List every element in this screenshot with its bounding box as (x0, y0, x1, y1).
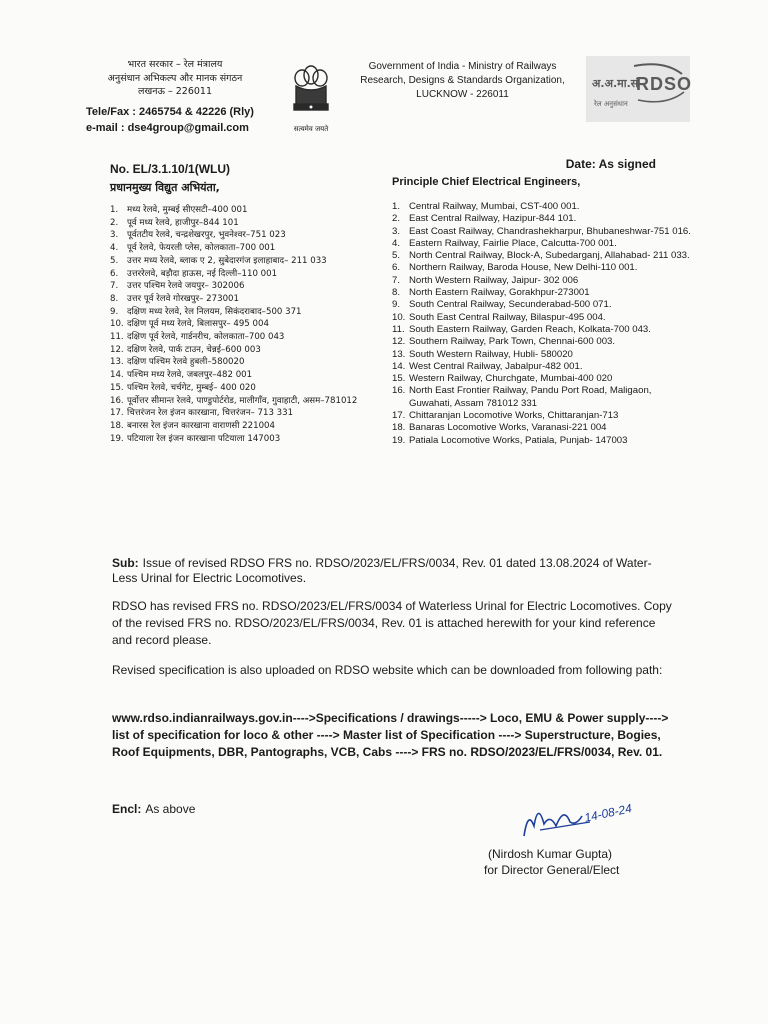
recipient-item (110, 293, 380, 306)
reference-hindi-title: प्रधानमुख्य विद्युत अभियंता, (110, 181, 220, 194)
recipient-number: 7. (110, 281, 119, 292)
recipient-address: Northern Railway, Baroda House, New Delhi-110 001. (409, 262, 638, 274)
recipient-address: North East Frontier Railway, Pandu Port Road, Maligaon, Guwahati, Assam 781012 331 (409, 385, 652, 409)
recipient-address: पूर्वतटीय रेलवे, चन्द्रशेखरपुर, भुवनेश्वर–751 023 (127, 230, 286, 241)
tel-fax: Tele/Fax : 2465754 & 42226 (Rly) (86, 106, 254, 118)
recipient-number: 14. (110, 370, 124, 381)
recipient-address: South Western Railway, Hubli- 580020 (409, 348, 573, 360)
recipient-number: 13. (110, 357, 124, 368)
recipient-number: 18. (110, 420, 124, 431)
recipient-number: 19. (110, 433, 124, 444)
recipient-number: 3. (110, 230, 119, 241)
header-english-line: Research, Designs & Standards Organization, (360, 75, 565, 86)
recipient-item (110, 217, 380, 230)
enclosure (112, 802, 195, 816)
recipient-item (392, 275, 692, 287)
enclosure-label: Encl: (112, 802, 142, 816)
recipient-item (110, 344, 380, 357)
recipient-number: 1. (110, 205, 119, 215)
body-paragraph-2: Revised specification is also uploaded on RDSO website which can be downloaded from following path: (112, 663, 663, 677)
recipient-item (392, 238, 692, 250)
signatory-designation: for Director General/Elect (484, 863, 620, 877)
recipient-item (392, 385, 692, 410)
recipient-number: 15. (392, 373, 406, 385)
recipient-item (392, 435, 692, 447)
recipient-item (392, 410, 692, 422)
recipient-item (392, 324, 692, 336)
recipient-number: 2. (110, 217, 119, 228)
recipient-item (392, 312, 692, 324)
recipient-address: उत्तर मध्य रेलवे, ब्लाक ए 2, सुबेदारगंज इलाहाबाद– 211 033 (127, 255, 327, 266)
recipient-item (110, 280, 380, 293)
recipient-number: 1. (392, 201, 401, 212)
recipient-address: Chittaranjan Locomotive Works, Chittaranjan-713 (409, 410, 619, 422)
recipient-address: पूर्वोत्तर सीमान्त रेलवे, पाण्डुपोर्टरोड, मालीगाँव, गुवाहाटी, असम–781012 (127, 395, 358, 406)
recipient-number: 4. (392, 237, 401, 249)
recipient-number: 2. (392, 213, 401, 225)
email: e-mail : dse4group@gmail.com (86, 122, 249, 134)
recipient-address: Western Railway, Churchgate, Mumbai-400 020 (409, 373, 613, 385)
recipient-address: Southern Railway, Park Town, Chennai-600 003. (409, 336, 616, 348)
subject (112, 556, 672, 586)
signatory-name: (Nirdosh Kumar Gupta) (488, 847, 613, 861)
recipient-number: 6. (392, 262, 401, 274)
recipient-item (392, 213, 692, 225)
recipient-number: 17. (110, 408, 124, 419)
recipient-address: दक्षिण पूर्व मध्य रेलवे, बिलासपुर– 495 004 (127, 319, 269, 330)
recipient-address: पूर्व मध्य रेलवे, हाजीपुर–844 101 (127, 217, 239, 228)
header-hindi-line: भारत सरकार – रेल मंत्रालय (127, 59, 223, 70)
recipient-number: 14. (392, 360, 406, 372)
recipient-item (110, 242, 380, 255)
recipient-address: दक्षिण पश्चिम रेलवे हुबली–580020 (127, 357, 245, 368)
recipient-item (392, 336, 692, 348)
recipient-item (110, 420, 380, 433)
subject-text: Issue of revised RDSO FRS no. RDSO/2023/EL/FRS/0034, Rev. 01 dated 13.08.2024 of Water-Less Urinal for Electric Locomotives. (112, 556, 652, 585)
header-hindi-line: अनुसंधान अभिकल्प और मानक संगठन (107, 72, 243, 84)
recipients-title: Principle Chief Electrical Engineers, (392, 176, 581, 188)
recipient-number: 9. (110, 306, 119, 317)
recipient-number: 18. (392, 422, 406, 434)
recipient-address: दक्षिण रेलवे, पार्क टाउन, चेन्नई–600 003 (127, 344, 261, 355)
date: Date: As signed (565, 157, 656, 171)
recipient-item (110, 268, 380, 281)
recipient-number: 11. (110, 332, 124, 343)
header-contact (86, 104, 254, 136)
recipient-number: 5. (392, 250, 401, 262)
recipient-item (110, 407, 380, 420)
recipient-address: North Eastern Railway, Gorakhpur-273001 (409, 287, 590, 299)
recipient-address: South Central Railway, Secunderabad-500 071. (409, 299, 612, 311)
recipients-english-list (392, 201, 692, 447)
recipient-address: North Western Railway, Jaipur- 302 006 (409, 274, 579, 286)
recipient-item (110, 382, 380, 395)
recipient-address: West Central Railway, Jabalpur-482 001. (409, 360, 583, 372)
recipient-item (110, 306, 380, 319)
recipient-address: Patiala Locomotive Works, Patiala, Punjab- 147003 (409, 434, 628, 446)
recipient-item (392, 361, 692, 373)
recipient-number: 17. (392, 410, 406, 422)
signature-date: 14-08-24 (583, 801, 633, 825)
recipient-address: उत्तर पश्चिम रेलवे जयपुर– 302006 (127, 281, 245, 292)
recipient-address: East Coast Railway, Chandrashekharpur, Bhubaneshwar-751 016. (409, 225, 691, 237)
recipient-item (110, 255, 380, 268)
recipient-number: 11. (392, 323, 405, 335)
recipient-number: 4. (110, 243, 119, 254)
recipient-number: 6. (110, 268, 119, 279)
logo-tagline: रेल अनुसंधान (594, 100, 628, 108)
recipient-number: 9. (392, 299, 401, 311)
recipient-address: मध्य रेलवे, मुम्बई सीएसटी–400 001 (127, 205, 248, 215)
recipient-number: 8. (110, 293, 119, 304)
body-paragraph-1: RDSO has revised FRS no. RDSO/2023/EL/FRS/0034 of Waterless Urinal for Electric Locomotives. Copy of the revised FRS no. RDSO/2023/EL/FRS/0034, Rev. 01 is attached herewith for your kind reference and record please. (112, 599, 672, 647)
recipient-item (110, 229, 380, 242)
header-english-line: Government of India - Ministry of Railways (368, 61, 557, 72)
recipient-address: South East Central Railway, Bilaspur-495 004. (409, 311, 606, 323)
logo-hindi: अ.अ.मा.सं (592, 77, 639, 90)
recipient-item (392, 250, 692, 262)
recipient-number: 7. (392, 274, 401, 286)
signature-scribble (520, 796, 660, 846)
recipient-address: Central Railway, Mumbai, CST-400 001. (409, 201, 580, 212)
national-emblem-icon (286, 60, 336, 134)
recipient-address: Banaras Locomotive Works, Varanasi-221 004 (409, 422, 607, 434)
header-english-block (350, 60, 575, 102)
emblem-caption: सत्यमेव जयते (293, 125, 329, 133)
recipient-address: Eastern Railway, Fairlie Place, Calcutta-700 001. (409, 237, 617, 249)
recipient-address: North Central Railway, Block-A, Subedarganj, Allahabad- 211 033. (409, 250, 690, 262)
recipient-item (392, 287, 692, 299)
recipient-number: 19. (392, 434, 406, 446)
website-path: www.rdso.indianrailways.gov.in---->Specifications / drawings-----> Loco, EMU & Power supply----> list of specification for loco & other ----> Master list of Specification ----> Superstructure, Bogies, Roof Equipments, DBR, Pantographs, VCB, Cabs ----> FRS no. RDSO/2023/EL/FRS/0034, Rev. 01. (112, 711, 669, 759)
recipient-item (392, 299, 692, 311)
recipient-address: उत्तर पूर्व रेलवे गोरखपुर– 273001 (127, 293, 239, 304)
recipient-item (392, 349, 692, 361)
recipient-address: उत्तररेलवे, बड़ौदा हाऊस, नई दिल्ली–110 001 (127, 268, 278, 279)
recipient-address: South Eastern Railway, Garden Reach, Kolkata-700 043. (409, 323, 651, 335)
recipient-number: 13. (392, 348, 406, 360)
recipient-number: 8. (392, 287, 401, 299)
subject-label: Sub: (112, 556, 139, 570)
recipient-item (392, 422, 692, 434)
recipient-address: पूर्व रेलवे, फेयरली प्लेस, कोलकाता–700 001 (127, 243, 276, 254)
recipient-address: दक्षिण मध्य रेलवे, रेल निलयम, सिकंदराबाद–500 371 (127, 306, 302, 317)
recipient-address: चित्तरंजन रेल इंजन कारखाना, चित्तरंजन– 713 331 (127, 408, 294, 419)
recipient-number: 3. (392, 225, 401, 237)
recipient-number: 16. (110, 395, 124, 406)
recipient-number: 15. (110, 382, 124, 393)
recipients-hindi-list (110, 204, 380, 445)
recipient-item (392, 226, 692, 238)
recipient-number: 10. (110, 319, 124, 330)
recipient-item (110, 204, 380, 217)
recipient-number: 16. (392, 385, 406, 397)
recipient-item (392, 262, 692, 274)
recipient-address: East Central Railway, Hazipur-844 101. (409, 213, 577, 225)
reference-number: No. EL/3.1.10/1(WLU) (110, 162, 231, 176)
recipient-address: पटियाला रेल इंजन कारखाना पटियाला 147003 (127, 433, 281, 444)
rdso-logo (586, 56, 693, 122)
recipient-number: 12. (110, 344, 124, 355)
recipient-address: दक्षिण पूर्व रेलवे, गार्डनरीच, कोलकाता–700 043 (127, 332, 285, 343)
recipient-item (392, 373, 692, 385)
recipient-number: 10. (392, 311, 406, 323)
recipient-item (110, 369, 380, 382)
recipient-number: 12. (392, 336, 406, 348)
recipient-item (110, 395, 380, 408)
recipient-item (110, 433, 380, 446)
recipient-item (110, 318, 380, 331)
recipient-item (110, 356, 380, 369)
recipient-number: 5. (110, 255, 119, 266)
recipient-address: पश्चिम रेलवे, चर्चगेट, मुम्बई– 400 020 (127, 382, 256, 393)
enclosure-text: As above (145, 802, 196, 816)
recipient-address: बनारस रेल इंजन कारखाना वाराणसी 221004 (127, 420, 275, 431)
recipient-address: पश्चिम मध्य रेलवे, जबलपुर–482 001 (127, 370, 253, 381)
header-english-line: LUCKNOW - 226011 (416, 89, 509, 100)
header-hindi-line: लखनऊ – 226011 (138, 86, 212, 97)
signatory (484, 846, 619, 878)
logo-text: RDSO (636, 74, 693, 94)
header-hindi-block (70, 58, 280, 99)
recipient-item (110, 331, 380, 344)
recipient-item (392, 201, 692, 213)
